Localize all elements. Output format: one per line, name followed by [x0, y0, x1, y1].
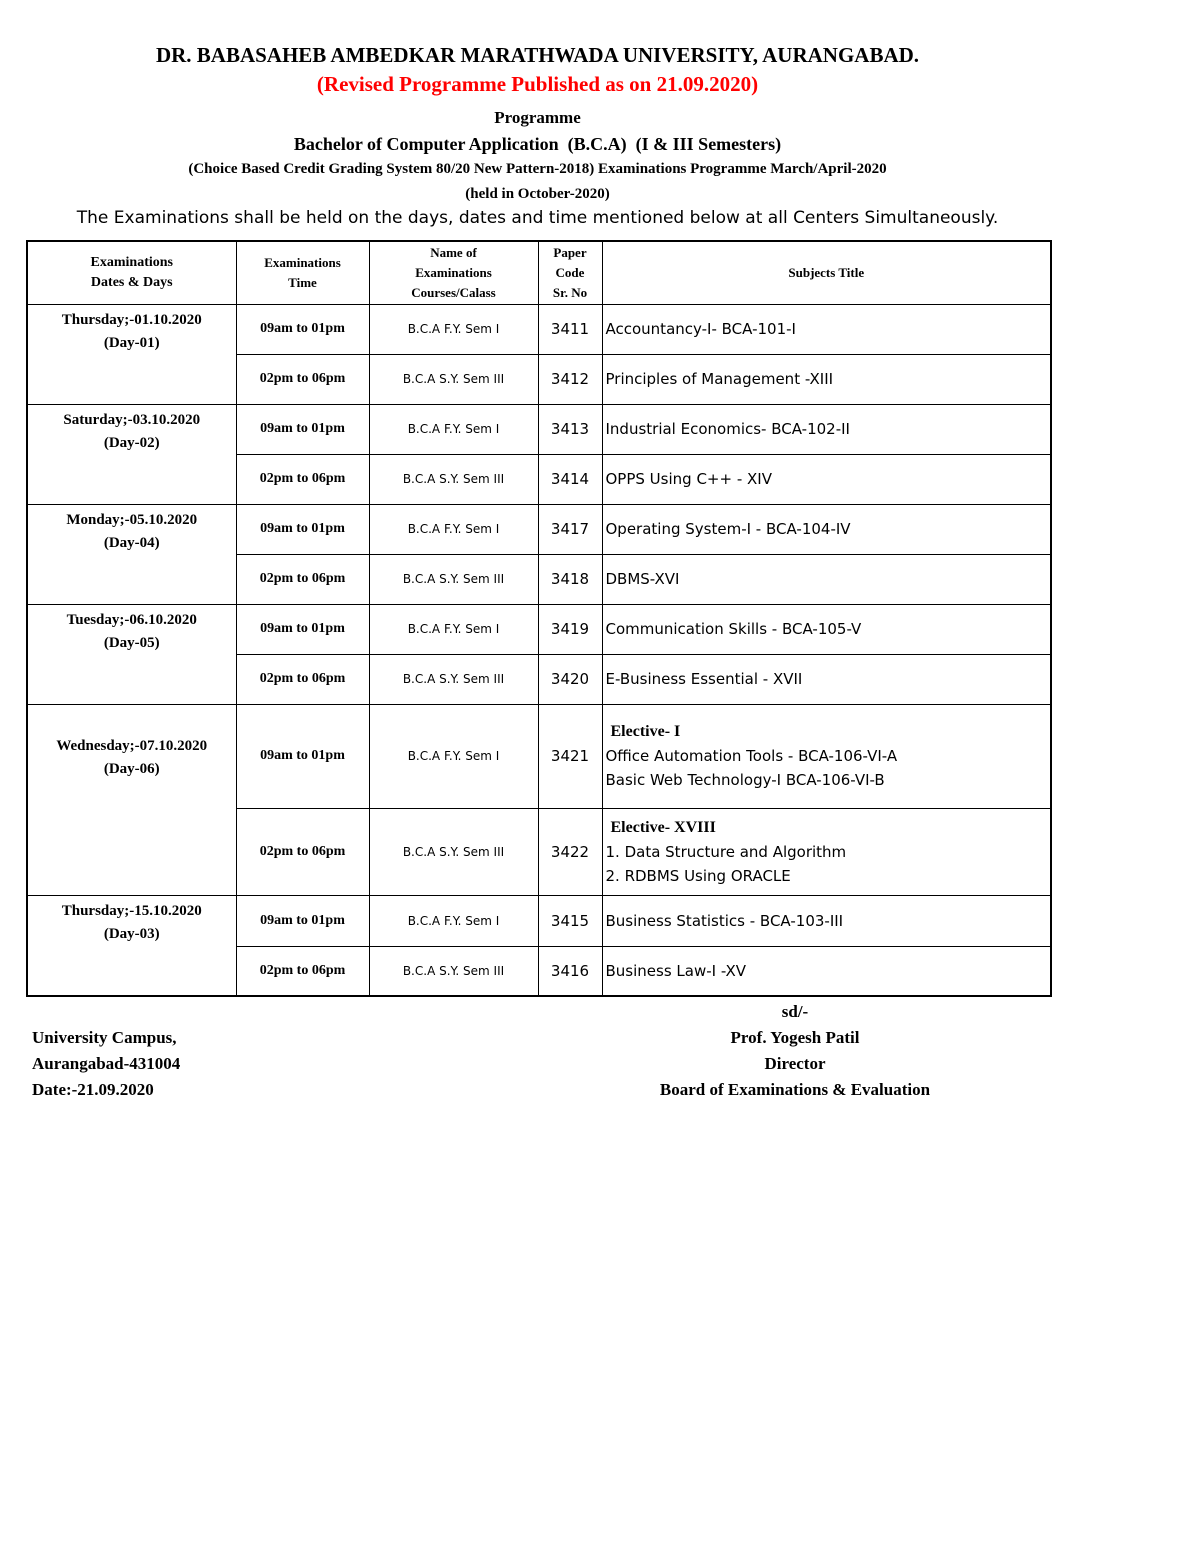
paper-code-cell: 3416: [538, 946, 602, 996]
date-cell: Saturday;-03.10.2020 (Day-02): [27, 404, 236, 504]
paper-code-cell: 3421: [538, 704, 602, 808]
city-line: Aurangabad-431004: [32, 1054, 181, 1073]
paper-code-cell: 3419: [538, 604, 602, 654]
campus-line: University Campus,: [32, 1028, 177, 1047]
time-cell: 09am to 01pm: [236, 604, 369, 654]
time-cell: 09am to 01pm: [236, 704, 369, 808]
elective-option: 2. RDBMS Using ORACLE: [605, 866, 791, 885]
course-cell: B.C.A F.Y. Sem I: [369, 304, 538, 354]
programme-label: Programme: [494, 108, 581, 127]
header-code: Paper Code Sr. No: [538, 241, 602, 304]
table-row: [27, 895, 1051, 946]
subject-cell: Accountancy-I- BCA-101-I: [602, 304, 1051, 354]
time-cell: 02pm to 06pm: [236, 354, 369, 404]
paper-code-cell: 3412: [538, 354, 602, 404]
date-cell: Thursday;-01.10.2020 (Day-01): [27, 304, 236, 404]
table-row: [27, 604, 1051, 654]
course-cell: B.C.A F.Y. Sem I: [369, 504, 538, 554]
time-cell: 02pm to 06pm: [236, 454, 369, 504]
paper-code-cell: 3411: [538, 304, 602, 354]
subject-cell: Principles of Management -XIII: [602, 354, 1051, 404]
time-cell: 02pm to 06pm: [236, 946, 369, 996]
paper-code-cell: 3415: [538, 895, 602, 946]
subject-cell: Industrial Economics- BCA-102-II: [602, 404, 1051, 454]
header-dates: Examinations Dates & Days: [27, 241, 236, 304]
elective-option: Basic Web Technology-I BCA-106-VI-B: [605, 771, 885, 789]
held-line: (held in October-2020): [465, 186, 610, 202]
table-row: [27, 704, 1051, 808]
date-cell: Wednesday;-07.10.2020 (Day-06): [27, 704, 236, 895]
date-cell: Tuesday;-06.10.2020 (Day-05): [27, 604, 236, 704]
time-cell: 09am to 01pm: [236, 304, 369, 354]
intro-text: The Examinations shall be held on the days, dates and time mentioned below at all Centers Simultaneously.: [76, 208, 999, 228]
course-cell: B.C.A F.Y. Sem I: [369, 895, 538, 946]
subject-cell: Business Statistics - BCA-103-III: [602, 895, 1051, 946]
subject-cell: Business Law-I -XV: [602, 946, 1051, 996]
header-course: Name of Examinations Courses/Calass: [369, 241, 538, 304]
time-cell: 09am to 01pm: [236, 504, 369, 554]
table-row: [27, 404, 1051, 454]
grading-system-line: (Choice Based Credit Grading System 80/20 New Pattern-2018) Examinations Programme March/April-2020: [188, 161, 887, 177]
time-cell: 02pm to 06pm: [236, 554, 369, 604]
time-cell: 02pm to 06pm: [236, 808, 369, 895]
table-row: [27, 304, 1051, 354]
signature-mark: sd/-: [781, 1002, 809, 1021]
course-cell: B.C.A S.Y. Sem III: [369, 554, 538, 604]
course-cell: B.C.A S.Y. Sem III: [369, 354, 538, 404]
course-cell: B.C.A F.Y. Sem I: [369, 404, 538, 454]
paper-code-cell: 3422: [538, 808, 602, 895]
signatory-name: Prof. Yogesh Patil: [730, 1028, 860, 1047]
elective-option: Office Automation Tools - BCA-106-VI-A: [605, 747, 898, 765]
time-cell: 09am to 01pm: [236, 404, 369, 454]
revised-notice: (Revised Programme Published as on 21.09.2020): [316, 72, 759, 96]
elective-heading: Elective- I: [610, 723, 681, 740]
course-title: Bachelor of Computer Application (B.C.A) (I & III Semesters): [293, 134, 782, 154]
university-title: DR. BABASAHEB AMBEDKAR MARATHWADA UNIVERSITY, AURANGABAD.: [155, 43, 920, 67]
course-cell: B.C.A F.Y. Sem I: [369, 704, 538, 808]
date-cell: Monday;-05.10.2020 (Day-04): [27, 504, 236, 604]
course-cell: B.C.A S.Y. Sem III: [369, 808, 538, 895]
exam-schedule-table: [26, 240, 1052, 997]
table-row: [27, 504, 1051, 554]
course-cell: B.C.A F.Y. Sem I: [369, 604, 538, 654]
course-cell: B.C.A S.Y. Sem III: [369, 654, 538, 704]
paper-code-cell: 3417: [538, 504, 602, 554]
subject-cell: [602, 704, 1051, 808]
elective-option: 1. Data Structure and Algorithm: [605, 842, 847, 861]
subject-cell: DBMS-XVI: [602, 554, 1051, 604]
subject-cell: OPPS Using C++ - XIV: [602, 454, 1051, 504]
subject-cell: E-Business Essential - XVII: [602, 654, 1051, 704]
paper-code-cell: 3413: [538, 404, 602, 454]
signature-block: [610, 999, 980, 1103]
paper-code-cell: 3420: [538, 654, 602, 704]
signatory-board: Board of Examinations & Evaluation: [659, 1080, 931, 1099]
header-subject: Subjects Title: [602, 241, 1051, 304]
issuer-address: [32, 1025, 180, 1103]
time-cell: 02pm to 06pm: [236, 654, 369, 704]
issue-date: Date:-21.09.2020: [32, 1080, 154, 1099]
signatory-designation: Director: [764, 1054, 826, 1073]
paper-code-cell: 3418: [538, 554, 602, 604]
table-header-row: [27, 241, 1051, 304]
subject-cell: Communication Skills - BCA-105-V: [602, 604, 1051, 654]
course-cell: B.C.A S.Y. Sem III: [369, 946, 538, 996]
elective-heading: Elective- XVIII: [610, 818, 716, 836]
date-cell: Thursday;-15.10.2020 (Day-03): [27, 895, 236, 996]
time-cell: 09am to 01pm: [236, 895, 369, 946]
paper-code-cell: 3414: [538, 454, 602, 504]
course-cell: B.C.A S.Y. Sem III: [369, 454, 538, 504]
subject-cell: Operating System-I - BCA-104-IV: [602, 504, 1051, 554]
subject-cell: [602, 808, 1051, 895]
header-time: Examinations Time: [236, 241, 369, 304]
